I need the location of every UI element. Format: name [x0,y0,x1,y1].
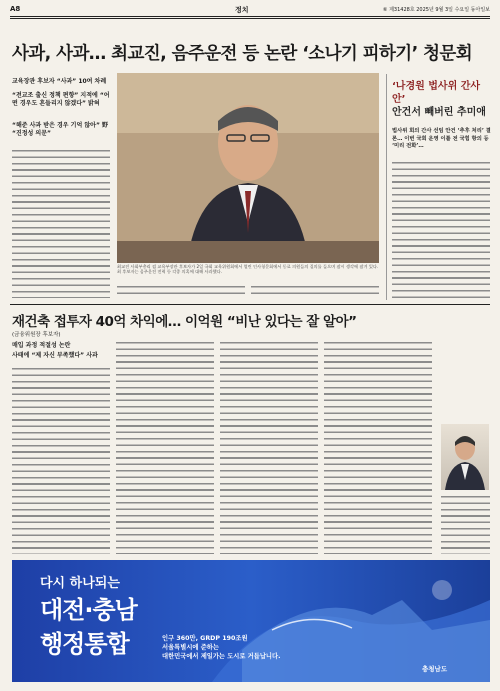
sidebar-title-line1: ‘나경원 법사위 간사안’ [392,81,481,105]
ad-line2: 대전·충남 [40,596,137,624]
ad-info1: 인구 360만, GRDP 190조원 [162,635,248,642]
article2-body-col2 [116,340,214,554]
article1-photo-caption: 최교진 사회부총리 겸 교육부장관 후보자가 2일 국회 교육위원회에서 열린 인사청문회에서 동료 의원들의 질의를 들으며 잠시 생각에 잠겨 있다. 최 후보자는 음주운전 전력 등 각종 의혹에 대해 사과했다. [117,264,379,275]
ad-line3: 행정통합 [40,630,129,658]
article1-sub2: “해준 사과 받은 경우 기억 않아” 野 “진정성 의문” [12,122,108,137]
photo-portrait-illustration [117,73,379,263]
ad-info [162,634,280,661]
article-divider [10,304,490,305]
issue-meta: ⑥ 제31428호 2025년 9월 3일 수요일 동아일보 [383,7,490,13]
article2-headline-text: 재건축 접투자 40억 차익에… 이억원 “비난 있다는 잘 알아” [12,314,357,330]
article2-body-col3 [220,340,318,554]
article2-sub: 사태에 “제 자신 부족했다” 사과 [12,352,98,359]
article1-headline: 사과, 사과… 최교진, 음주운전 등 논란 ‘소나기 피하기’ 청문회 [12,44,473,64]
sidebar-title-line2: 안건서 빼버린 추미애 [392,107,486,118]
page-header [10,4,490,16]
article2-headline [12,310,492,330]
ad-info3: 대한민국에서 제일가는 도시로 거듭납니다. [162,653,281,660]
ad-logo: 충청남도 [422,665,448,673]
article2-body-col5 [441,494,490,554]
sidebar-title [392,80,492,119]
portrait-illustration [441,424,489,490]
advertisement-banner[interactable] [12,560,490,682]
section-label: 정치 [235,6,249,14]
header-rule [10,16,490,17]
article2-lead: 매입 과정 적절성 논란 [12,342,71,349]
header-rule-thin [10,18,490,19]
article1-body-col1 [12,148,110,298]
article2-portrait [441,424,489,490]
article2-body-col1 [12,366,110,554]
article2-tag: (금융위원장 후보자) [12,332,61,338]
article1-sub1: “전교조 출신 정책 편향” 지적에 “어떤 경우도 흔들리지 않겠다” 밝혀 [12,92,110,107]
article1-photo [117,73,379,263]
ad-info2: 서울특별시에 준하는 [162,644,219,651]
sidebar-divider [386,74,387,300]
sidebar-subtitle: 법사위 회의 간사 선임 안건 ‘추후 처리’ 결론… 이번 국회 운영 이틀 전 국힘 항의 등 ‘미리 전화’… [392,128,491,149]
sidebar-body [392,160,490,300]
ad-line1: 다시 하나되는 [40,576,120,591]
article2-body-col4 [324,340,432,554]
article1-lead: 교육장관 후보자 “사과” 10여 차례 [12,78,107,85]
page-number: A8 [10,5,21,13]
article1-body-col2 [117,284,245,298]
article1-body-col3 [251,284,379,298]
